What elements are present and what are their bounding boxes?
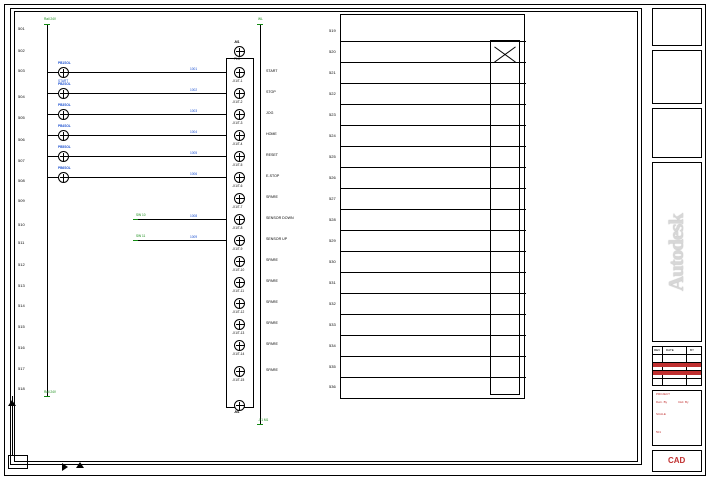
revision-header-by: BY [690,348,695,352]
signal-description: SPARE [266,321,278,325]
row-label: 530 [329,259,336,264]
terminal-label: -X1/T-5 [232,163,243,167]
device-symbol[interactable] [58,67,69,78]
wire-source-label: SW 10 [136,213,146,217]
row-label: 502 [18,48,25,53]
signal-description: SPARE [266,368,278,372]
terminal-label: -X1/T-2 [232,100,243,104]
wire-number: 1008 [190,214,198,218]
rail-tick-top [44,24,50,25]
terminal-label: -X1/T-1 [232,79,243,83]
wire-source-tick [133,240,138,241]
row-label: 517 [18,366,25,371]
row-label: 529 [329,238,336,243]
signal-description: E-STOP [266,174,280,178]
terminal-label: -X1/T-14 [232,352,245,356]
rung-wire [47,177,226,178]
row-label: 509 [18,198,25,203]
signal-description: START [266,69,278,73]
row-label: 504 [18,94,25,99]
row-label: 531 [329,280,336,285]
signal-description: SPARE [266,342,278,346]
row-label: 506 [18,137,25,142]
wire-number: 1002 [190,88,198,92]
device-tag: PB4SOL [58,124,71,128]
wire-number: 1001 [190,67,198,71]
ucs-origin-box [8,455,28,469]
titleblock-drawing-label: CAD [668,456,686,465]
device-symbol[interactable] [58,151,69,162]
ucs-marker-icon [76,462,84,468]
row-label: 520 [329,49,336,54]
right-table-column-block [490,40,520,395]
module-terminal-symbol[interactable] [234,366,245,377]
row-label: 503 [18,68,25,73]
autodesk-logo [652,162,702,342]
mid-rail-tick-top [257,24,263,25]
device-tag: PB3SOL [58,103,71,107]
wire-number: 1006 [190,172,198,176]
cancel-mark-icon [492,42,518,66]
left-power-rail [47,24,48,396]
module-top-tag: -M1 [234,40,240,44]
module-bottom-tag: -M1 [234,410,240,414]
titleblock-project-label: PROJECT [656,392,671,396]
row-label: 535 [329,364,336,369]
mid-rail-label-bottom: -X1 M1 [258,418,269,422]
module-terminal-symbol[interactable] [234,130,245,141]
rung-wire [47,93,226,94]
terminal-label: -X1/T-10 [232,268,245,272]
module-top-symbol[interactable] [234,46,245,57]
row-label: 523 [329,112,336,117]
wire-source-tick [133,219,138,220]
signal-description: RESET [266,153,278,157]
terminal-label: -X1/T-8 [232,226,243,230]
row-label: 524 [329,133,336,138]
terminal-label: -X1/T-11 [232,289,244,293]
signal-description: SPARE [266,279,278,283]
mid-rail-label-top: WL [258,17,263,21]
terminal-label: -X1/T-15 [232,378,245,382]
terminal-label: -X1/T-9 [232,247,243,251]
terminal-label: -X1/T-13 [232,331,245,335]
module-terminal-symbol[interactable] [234,277,245,288]
module-terminal-symbol[interactable] [234,214,245,225]
revision-header-date: DATE [666,348,674,352]
module-terminal-symbol[interactable] [234,235,245,246]
row-label: 533 [329,322,336,327]
rail-label-top: Rail 24V [44,17,57,21]
device-desc: START [58,79,69,83]
mid-vertical-rail [260,24,261,424]
module-terminal-symbol[interactable] [234,67,245,78]
module-terminal-symbol[interactable] [234,151,245,162]
wire-number: 1004 [190,130,198,134]
module-terminal-symbol[interactable] [234,256,245,267]
module-terminal-symbol[interactable] [234,319,245,330]
row-label: 512 [18,262,25,267]
rung-wire [136,219,226,220]
signal-description: SPARE [266,258,278,262]
rung-wire [47,156,226,157]
rung-wire [47,72,226,73]
rail-tick-bottom [44,396,50,397]
wire-source-label: SW 11 [136,234,146,238]
autodesk-logo-text: Autodesk [664,213,689,291]
device-tag: PB5SOL [58,145,71,149]
row-label: 536 [329,384,336,389]
row-label: 532 [329,301,336,306]
module-terminal-symbol[interactable] [234,172,245,183]
row-label: 528 [329,217,336,222]
rung-wire [136,240,226,241]
mid-rail-tick-bottom [257,424,263,425]
row-label: 508 [18,178,25,183]
rail-label-bottom: Rail 24V [44,390,57,394]
device-symbol[interactable] [58,88,69,99]
device-symbol[interactable] [58,172,69,183]
signal-description: SPARE [266,195,278,199]
module-terminal-symbol[interactable] [234,298,245,309]
revision-header-rev: REV [654,348,661,352]
row-label: 514 [18,303,25,308]
module-terminal-symbol[interactable] [234,88,245,99]
terminal-label: -X1/T-3 [232,121,243,125]
terminal-label: -X1/T-6 [232,184,243,188]
module-terminal-symbol[interactable] [234,340,245,351]
row-label: 510 [18,222,25,227]
row-label: 511 [18,240,25,245]
row-label: 515 [18,324,25,329]
titleblock-cell-1 [652,8,702,46]
titleblock-scale-label: SCALE [656,412,666,416]
device-tag: PB2SOL [58,82,71,86]
wire-number: 1005 [190,151,198,155]
pan-arrow-icon [62,463,68,471]
terminal-label: -X1/T-7 [232,205,243,209]
device-tag: PB1SOL [58,61,71,65]
row-label: 501 [18,26,25,31]
row-label: 526 [329,175,336,180]
row-label: 505 [18,115,25,120]
device-tag: PB6SOL [58,166,71,170]
row-label: 516 [18,345,25,350]
terminal-label: -X1/T-4 [232,142,243,146]
titleblock-cell-3 [652,108,702,158]
row-label: 518 [18,386,25,391]
row-label: 527 [329,196,336,201]
module-terminal-symbol[interactable] [234,109,245,120]
row-label: 534 [329,343,336,348]
row-label: 525 [329,154,336,159]
signal-description: SENSOR DOWN [266,216,294,220]
rung-wire [47,135,226,136]
terminal-label: -X1/T-12 [232,310,245,314]
titleblock-info-cell [652,390,702,446]
signal-description: SENSOR UP [266,237,288,241]
titleblock-cell-2 [652,50,702,104]
wire-number: 1009 [190,235,198,239]
device-symbol[interactable] [58,130,69,141]
signal-description: HOME [266,132,277,136]
titleblock-sheet-number: 501 [656,430,662,434]
revision-grid [652,346,702,386]
module-terminal-symbol[interactable] [234,193,245,204]
row-label: 521 [329,70,336,75]
module-top-sub: PLC [234,57,241,61]
titleblock-drawn-label: Dwn. By [656,400,668,404]
row-label: 507 [18,158,25,163]
rung-wire [47,114,226,115]
row-label: 513 [18,283,25,288]
row-label: 522 [329,91,336,96]
signal-description: STOP [266,90,276,94]
row-label: 519 [329,28,336,33]
ucs-y-arrow-icon [8,400,16,406]
titleblock-checked-label: Ckd. By [678,400,689,404]
drawing-area-border-inner [14,11,638,462]
wire-number: 1003 [190,109,198,113]
signal-description: SPARE [266,300,278,304]
device-symbol[interactable] [58,109,69,120]
signal-description: JOG [266,111,274,115]
